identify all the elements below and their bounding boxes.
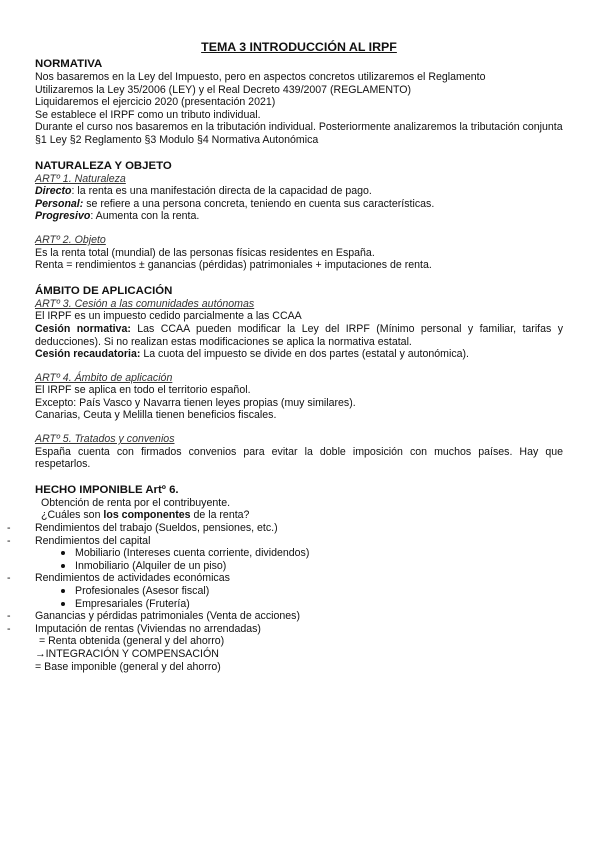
componente-label: Rendimientos de actividades económicas [35,572,230,585]
section-heading-naturaleza: NATURALEZA Y OBJETO [35,159,172,172]
art1-personal-text: se refiere a una persona concreta, teniendo en cuenta sus características. [83,197,435,210]
dash-marker: - [7,622,11,635]
art3-recaudatoria-text: La cuota del impuesto se divide en dos partes (estatal y autonómica). [140,348,469,361]
document-page [7,40,564,673]
list-item [7,572,563,610]
art2-line-2: Renta = rendimientos ± ganancias (pérdidas) patrimoniales + imputaciones de renta. [35,259,432,272]
art3-line-1: El IRPF es un impuesto cedido parcialmente a las CCAA [35,310,302,323]
art1-directo [35,185,563,198]
art4-line-3: Canarias, Ceuta y Melilla tienen beneficios fiscales. [35,409,277,422]
list-item [7,534,563,573]
art1-personal [35,198,563,211]
dash-marker: - [7,522,11,535]
normativa-line-6: §1 Ley §2 Reglamento §3 Modulo §4 Normativa Autonómica [35,133,319,146]
list-item [7,610,563,623]
hecho-line-1: Obtención de renta por el contribuyente. [41,496,231,509]
art3-recaudatoria [35,348,563,361]
list-item [7,522,563,535]
sub-list [35,585,563,610]
hecho-question-pre: ¿Cuáles son [41,509,104,522]
componente-label: Rendimientos del capital [35,534,151,547]
componente-label: Imputación de rentas (Viviendas no arrendadas) [35,622,261,635]
dash-marker: - [7,572,11,585]
art1-directo-label: Directo [35,185,72,198]
art3-normativa-label: Cesión normativa: [35,322,131,335]
art2-line-1: Es la renta total (mundial) de las personas físicas residentes en España. [35,246,375,259]
hecho-question [35,509,563,522]
art1-personal-label: Personal: [35,197,84,210]
art5-text: España cuenta con firmados convenios para evitar la doble imposición con muchos países. Hay que respetarlos. [35,445,563,471]
componente-label: Rendimientos del trabajo (Sueldos, pensiones, etc.) [35,522,278,535]
list-item [7,622,563,636]
art5-title: ARTº 5. Tratados y convenios [35,433,175,446]
result-integracion: →INTEGRACIÓN Y COMPENSACIÓN [35,647,219,660]
art3-normativa-text: Las CCAA pueden modificar la Ley del IRPF (Mínimo personal y familiar, tarifas y deducciones). Si no realizan estas modificaciones se aplica la normativa estatal. [35,322,564,348]
normativa-line-4: Se establece el IRPF como un tributo individual. [35,108,261,121]
art4-line-1: El IRPF se aplica en todo el territorio español. [35,384,251,397]
art3-recaudatoria-label: Cesión recaudatoria: [35,348,141,361]
art1-progresivo-text: : Aumenta con la renta. [90,210,200,223]
dash-marker: - [7,534,11,547]
art4-title: ARTº 4. Ámbito de aplicación [35,371,173,384]
normativa-line-1: Nos basaremos en la Ley del Impuesto, pero en aspectos concretos utilizaremos el Reglamento [35,71,486,83]
page-title: TEMA 3 INTRODUCCIÓN AL IRPF [201,40,397,54]
art4-line-2: Excepto: País Vasco y Navarra tienen leyes propias (muy similares). [35,396,356,409]
hecho-question-bold: los componentes [103,509,191,522]
art1-progresivo [35,210,563,223]
section-heading-hecho-imponible: HECHO IMPONIBLE Artº 6. [35,483,179,496]
sub-list-item: Inmobiliario (Alquiler de un piso) [75,560,563,573]
art3-normativa [35,323,563,348]
section-heading-normativa: NORMATIVA [35,58,103,70]
normativa-line-5: Durante el curso nos basaremos en la tributación individual. Posteriormente analizaremos la tributación conjunta [35,121,563,134]
sub-list-item: Mobiliario (Intereses cuenta corriente, dividendos) [75,547,563,560]
normativa-line-3: Liquidaremos el ejercicio 2020 (presentación 2021) [35,96,276,109]
componentes-list [7,522,563,635]
componente-label: Ganancias y pérdidas patrimoniales (Venta de acciones) [35,610,300,623]
normativa-line-2: Utilizaremos la Ley 35/2006 (LEY) y el Real Decreto 439/2007 (REGLAMENTO) [35,83,412,96]
sub-list-item: Profesionales (Asesor fiscal) [75,585,563,598]
sub-list [35,547,563,572]
hecho-question-post: de la renta? [190,509,250,522]
section-heading-ambito: ÁMBITO DE APLICACIÓN [35,284,173,297]
result-renta-obtenida: = Renta obtenida (general y del ahorro) [39,635,225,648]
art3-title: ARTº 3. Cesión a las comunidades autónomas [35,297,255,310]
dash-marker: - [7,610,11,623]
art1-progresivo-label: Progresivo [35,210,91,223]
art1-directo-text: : la renta es una manifestación directa de la capacidad de pago. [71,185,372,198]
sub-list-item: Empresariales (Frutería) [75,598,563,611]
art1-title: ARTº 1. Naturaleza [35,172,126,185]
art2-title: ARTº 2. Objeto [35,233,106,246]
result-base-imponible: = Base imponible (general y del ahorro) [35,660,221,673]
